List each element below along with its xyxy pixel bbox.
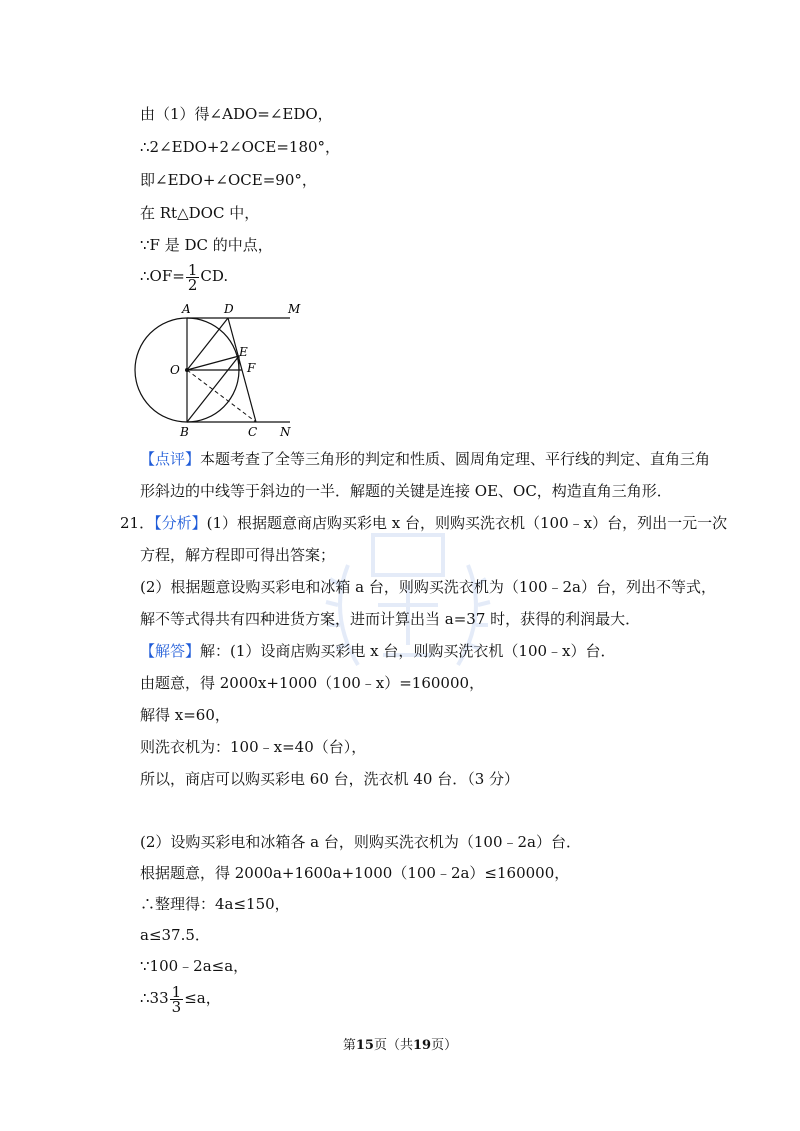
- page-footer: [0, 1034, 800, 1053]
- footer-suffix: 页）: [431, 1038, 458, 1053]
- text-segment: CD.: [200, 267, 229, 285]
- text-segment: 本题考查了全等三角形的判定和性质、圆周角定理、平行线的判定、直角三角: [200, 450, 711, 468]
- answer-line: [140, 641, 616, 661]
- text-line: ∴2∠EDO+2∠OCE=180°，: [140, 138, 341, 156]
- figure-label-m: M: [288, 302, 301, 316]
- text-line: a≤37.5．: [140, 926, 210, 944]
- footer-middle: 页（共: [373, 1038, 413, 1053]
- text-line: 形斜边的中线等于斜边的一半．解题的关键是连接 OE、OC，构造直角三角形．: [140, 482, 672, 500]
- geometry-figure: [130, 300, 310, 440]
- text-line: 由题意，得 2000x+1000（100﹣x）=160000，: [140, 674, 485, 692]
- question-21-line: [120, 513, 727, 533]
- text-line: 即∠EDO+∠OCE=90°，: [140, 171, 317, 189]
- question-number: 21．: [120, 514, 155, 532]
- text-line: 根据题意，得 2000a+1600a+1000（100﹣2a）≤160000，: [140, 864, 570, 882]
- segment-oe: [187, 356, 239, 370]
- figure-label-o: O: [170, 363, 180, 377]
- figure-label-e: E: [239, 345, 248, 359]
- text-segment: ∴33: [140, 989, 169, 1007]
- fraction-numerator: 1: [171, 982, 182, 1001]
- analysis-tag: 【分析】: [154, 514, 207, 532]
- fraction: [186, 260, 200, 294]
- fraction: [170, 982, 184, 1016]
- figure-label-b: B: [180, 425, 189, 439]
- footer-total-pages: 19: [413, 1038, 432, 1053]
- text-line: ∵F 是 DC 的中点，: [140, 236, 273, 254]
- text-line-fraction: [140, 980, 221, 1016]
- text-line: 所以，商店可以购买彩电 60 台，洗衣机 40 台．（3 分）: [140, 770, 520, 788]
- fraction-denominator: 3: [171, 997, 182, 1016]
- center-point: [185, 368, 189, 372]
- text-line: (2）根据题意设购买彩电和冰箱 a 台，则购买洗衣机为（100﹣2a）台，列出不等式，: [140, 578, 716, 596]
- figure-label-c: C: [248, 425, 258, 439]
- text-line: 解不等式得共有四种进货方案，进而计算出当 a=37 时，获得的利润最大．: [140, 610, 641, 628]
- figure-label-f: F: [247, 361, 256, 375]
- answer-tag: 【解答】: [140, 642, 201, 660]
- text-segment: (1）根据题意商店购买彩电 x 台，则购买洗衣机（100﹣x）台，列出一元一次: [206, 514, 728, 532]
- text-line: (2）设购买彩电和冰箱各 a 台，则购买洗衣机为（100﹣2a）台．: [140, 833, 581, 851]
- comment-line: [140, 449, 710, 469]
- text-line: 在 Rt△DOC 中，: [140, 204, 260, 222]
- text-line-fraction: [140, 258, 228, 294]
- comment-tag: 【点评】: [140, 450, 201, 468]
- text-line: ∴整理得：4a≤150，: [140, 895, 290, 913]
- segment-be: [187, 356, 239, 422]
- text-line: ∵100﹣2a≤a，: [140, 957, 249, 975]
- footer-prefix: 第: [342, 1038, 356, 1053]
- text-line: 由（1）得∠ADO=∠EDO，: [140, 105, 333, 123]
- fraction-numerator: 1: [187, 260, 198, 279]
- segment-od: [187, 318, 228, 370]
- text-line: 解得 x=60，: [140, 706, 230, 724]
- footer-page-number: 15: [355, 1038, 374, 1053]
- text-line: 则洗衣机为：100﹣x=40（台），: [140, 738, 367, 756]
- text-segment: ≤a，: [184, 989, 221, 1007]
- text-segment: ∴OF=: [140, 267, 185, 285]
- text-line: 方程，解方程即可得出答案；: [140, 546, 336, 564]
- fraction-denominator: 2: [187, 275, 198, 294]
- figure-label-n: N: [280, 425, 291, 439]
- figure-label-d: D: [224, 302, 234, 316]
- text-segment: 解：(1）设商店购买彩电 x 台，则购买洗衣机（100﹣x）台．: [200, 642, 616, 660]
- figure-label-a: A: [182, 302, 191, 316]
